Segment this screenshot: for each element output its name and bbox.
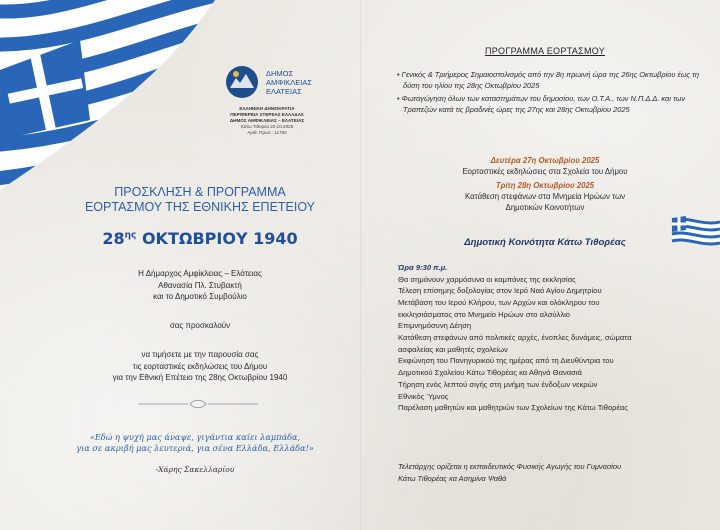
- invitation-invites: [50, 320, 350, 332]
- quote-line-2: για σε ακριβή μας λευτεριά, για σένα Ελλάδα, Ελλάδα!»: [76, 443, 314, 453]
- event-item: Επιμνημόσυνη Δέηση: [398, 321, 472, 331]
- event-item: Παρέλαση μαθητών και μαθητριών των Σχολείων της Κάτω Τιθορέας: [398, 403, 628, 413]
- authority-line-3: ΔΗΜΟΣ ΑΜΦΙΚΛΕΙΑΣ – ΕΛΑΤΕΙΑΣ: [229, 118, 305, 123]
- greek-flag-left: [0, 0, 230, 215]
- host-line-2: Αθανασία Πλ. Στυβακτή: [158, 280, 242, 290]
- invitation-title-line-1: ΠΡΟΣΚΛΗΣΗ & ΠΡΟΓΡΑΜΜΑ: [114, 185, 286, 199]
- municipality-emblem-icon: [222, 64, 262, 100]
- host-line-3: και το Δημοτικό Συμβούλιο: [153, 292, 247, 301]
- ornament-divider: [138, 399, 258, 409]
- community-heading: Δημοτική Κοινότητα Κάτω Τιθορέας: [464, 237, 626, 248]
- day-monday-text: Εορταστικές εκδηλώσεις στα Σχολεία του Δήμου: [462, 167, 628, 176]
- event-time: Ώρα 9:30 π.μ.: [398, 263, 448, 272]
- date-superscript: ης: [124, 230, 137, 241]
- day-tuesday: [380, 180, 710, 213]
- quote-line-1: «Εδώ η ψυχή μας άναψε, γιγάντια καίει λαμπάδα,: [89, 432, 301, 442]
- bullet-illumination: • Φωταγώγηση όλων των καταστημάτων του δημοσίου, των Ο.Τ.Α., των Ν.Π.Δ.Δ. και των Τραπεζών κατά τις βραδινές ώρες της 27ης και 28ης Οκτωβρίου 2025: [397, 93, 715, 116]
- program-bullets: [397, 69, 715, 117]
- event-item: Δημοτικού Σχολείου Κάτω Τιθορέας κα Αθηνά Θανασιά: [398, 368, 582, 378]
- invitation-hosts: [50, 268, 350, 303]
- authority-line-1: ΕΛΛΗΝΙΚΗ ΔΗΜΟΚΡΑΤΙΑ: [239, 106, 295, 111]
- logo-name-line-2: ΑΜΦΙΚΛΕΙΑΣ: [265, 77, 313, 87]
- event-item: ασφαλείας και μαθητές σχολείων: [398, 344, 508, 354]
- anniversary-date: [50, 229, 350, 248]
- event-list: [398, 262, 718, 414]
- invites-line: σας προσκαλούν: [169, 321, 231, 330]
- day-monday: [380, 155, 710, 177]
- date-month-year: ΟΚΤΩΒΡΙΟΥ 1940: [136, 229, 298, 248]
- ceremony-master-note: [398, 461, 718, 484]
- event-item: εκκλησιάσματος στο Μνημείο Ηρώων στο αλσύλλιο: [398, 309, 571, 319]
- day-tuesday-text-1: Κατάθεση στεφάνων στα Μνημεία Ηρώων των: [464, 192, 626, 201]
- bullet-flag-display: • Γενικός & Τριήμερος Σημαιοστολισμός από την 8η πρωινή ώρα της 26ης Οκτωβρίου έως τη δύση του ηλίου της 28ης Οκτωβρίου 2025: [397, 69, 715, 92]
- event-item: Τέλεση επίσημης δοξολογίας στον Ιερό Ναό Αγίου Δημητρίου: [398, 286, 602, 296]
- municipality-logo-block: [212, 64, 322, 136]
- closing-line-1: Τελετάρχης ορίζεται η εκπαιδευτικός Φυσικής Αγωγής του Γυμνασίου: [398, 462, 622, 471]
- day-tuesday-text-2: Δημοτικών Κοινοτήτων: [505, 203, 585, 212]
- protocol-number: Αριθ. Πρωτ.: 11750: [247, 130, 287, 135]
- invitation-title-line-2: ΕΟΡΤΑΣΜΟΥ ΤΗΣ ΕΘΝΙΚΗΣ ΕΠΕΤΕΙΟΥ: [84, 200, 316, 214]
- invitation-request: [50, 349, 350, 384]
- event-item: Μετάβαση του Ιερού Κλήρου, των Αρχών και ολόκληρου του: [398, 297, 600, 307]
- event-item: Εθνικός Ύμνος: [398, 391, 449, 401]
- host-line-1: Η Δήμαρχος Αμφίκλειας – Ελάτειας: [138, 269, 262, 278]
- day-tuesday-heading: Τρίτη 28η Οκτωβρίου 2025: [495, 181, 595, 190]
- event-item: Εκφώνηση του Πανηγυρικού της ημέρας από τη Διευθύντρια του: [398, 356, 614, 366]
- request-line-2: τις εορταστικές εκδηλώσεις του Δήμου: [132, 361, 268, 371]
- place-date: Κάτω Τιθορέα 20.10.2025: [240, 124, 294, 129]
- invitation-title: [50, 185, 350, 215]
- request-line-1: να τιμήσετε με την παρουσία σας: [141, 350, 259, 359]
- quote-author: -Χάρης Σακελλαρίου: [155, 465, 235, 474]
- fold-line: [360, 0, 361, 530]
- event-item: Τήρηση ενός λεπτού σιγής στη μνήμη των ένδοξων νεκρών: [398, 379, 598, 389]
- event-item: Θα σημάνουν χαρμόσυνα οι καμπάνες της εκκλησίας: [398, 274, 576, 284]
- day-monday-heading: Δευτέρα 27η Οκτωβρίου 2025: [490, 156, 600, 165]
- event-item: Κατάθεση στεφάνων από πολιτικές αρχές, ένοπλες δυνάμεις, σώματα: [398, 333, 632, 343]
- request-line-3: για την Εθνική Επέτειο της 28ης Οκτωβρίου 1940: [112, 373, 288, 382]
- authority-lines: [212, 106, 322, 136]
- logo-name-line-1: ΔΗΜΟΣ: [265, 68, 294, 78]
- authority-line-2: ΠΕΡΙΦΕΡΕΙΑ ΣΤΕΡΕΑΣ ΕΛΛΑΔΑΣ: [230, 112, 304, 117]
- date-day: 28: [102, 229, 125, 248]
- program-title: ΠΡΟΓΡΑΜΜΑ ΕΟΡΤΑΣΜΟΥ: [484, 46, 606, 56]
- poem-quote: [30, 432, 360, 454]
- logo-name-line-3: ΕΛΑΤΕΙΑΣ: [265, 86, 302, 96]
- logo-name: [266, 69, 312, 96]
- closing-line-2: Κάτω Τιθορέας κα Ασημίνα Ψαθά: [398, 473, 507, 483]
